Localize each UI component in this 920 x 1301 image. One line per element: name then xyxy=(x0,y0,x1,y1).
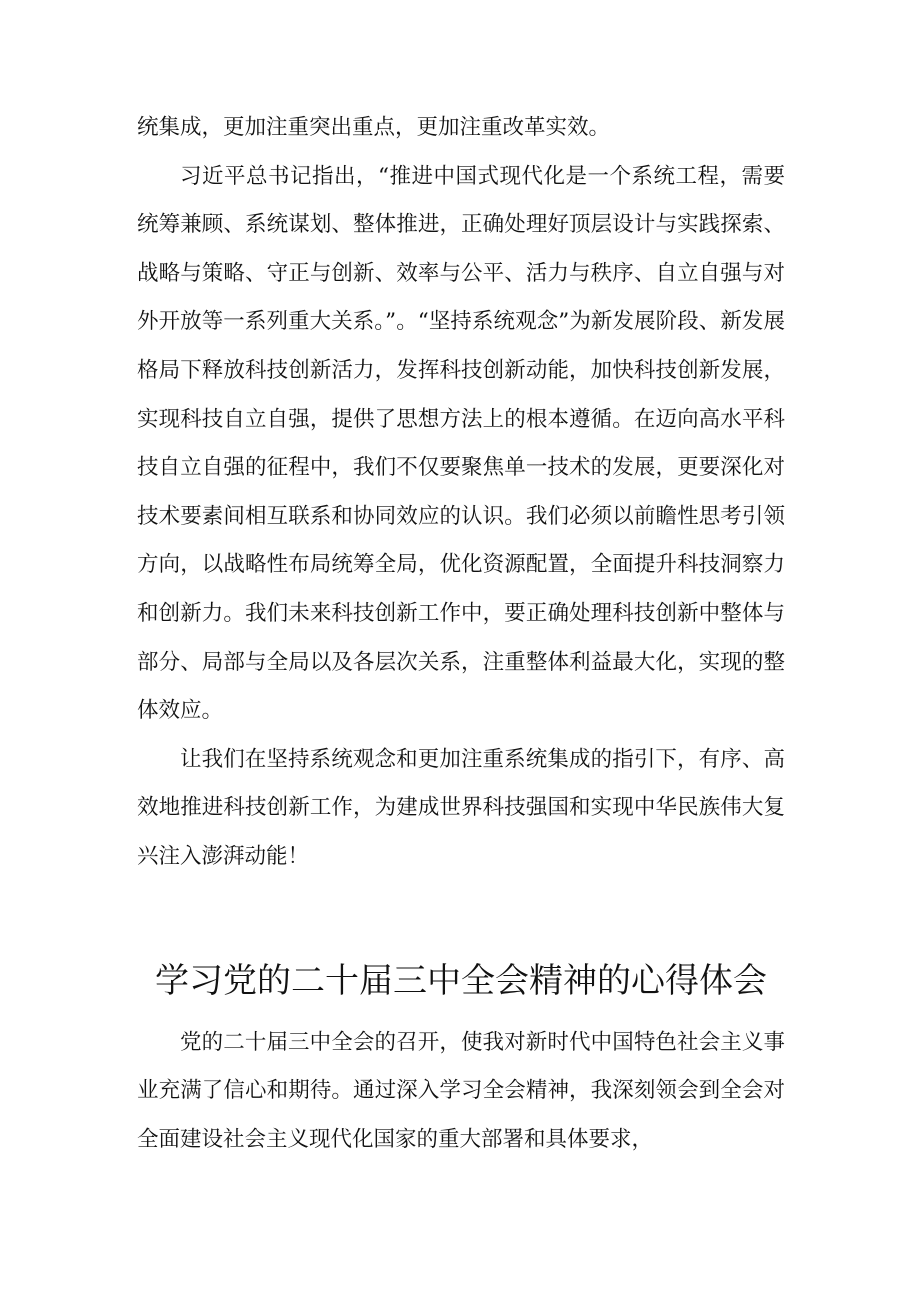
paragraph-plenum-intro: 党的二十届三中全会的召开，使我对新时代中国特色社会主义事业充满了信心和期待。通过深入学习全会精神，我深刻领会到全会对全面建设社会主义现代化国家的重大部署和具体要求， xyxy=(137,1029,785,1152)
document-body xyxy=(137,104,785,1164)
paragraph-conclusion: 让我们在坚持系统观念和更加注重系统集成的指引下，有序、高效地推进科技创新工作，为建成世界科技强国和实现中华民族伟大复兴注入澎湃动能！ xyxy=(137,746,785,869)
section-title: 学习党的二十届三中全会精神的心得体会 xyxy=(155,960,767,1001)
paragraph-continuation: 统集成，更加注重突出重点，更加注重改革实效。 xyxy=(137,115,611,140)
paragraph-system-concept: 习近平总书记指出，“推进中国式现代化是一个系统工程，需要统筹兼顾、系统谋划、整体推进，正确处理好顶层设计与实践探索、战略与策略、守正与创新、效率与公平、活力与秩序、自立自强与对外开放等一系列重大关系。”。“坚持系统观念”为新发展阶段、新发展格局下释放科技创新活力，发挥科技创新动能，加快科技创新发展，实现科技自立自强，提供了思想方法上的根本遵循。在迈向高水平科技自立自强的征程中，我们不仅要聚焦单一技术的发展，更要深化对技术要素间相互联系和协同效应的认识。我们必须以前瞻性思考引领方向，以战略性布局统筹全局，优化资源配置，全面提升科技洞察力和创新力。我们未来科技创新工作中，要正确处理科技创新中整体与部分、局部与全局以及各层次关系，注重整体利益最大化，实现的整体效应。 xyxy=(137,163,785,724)
